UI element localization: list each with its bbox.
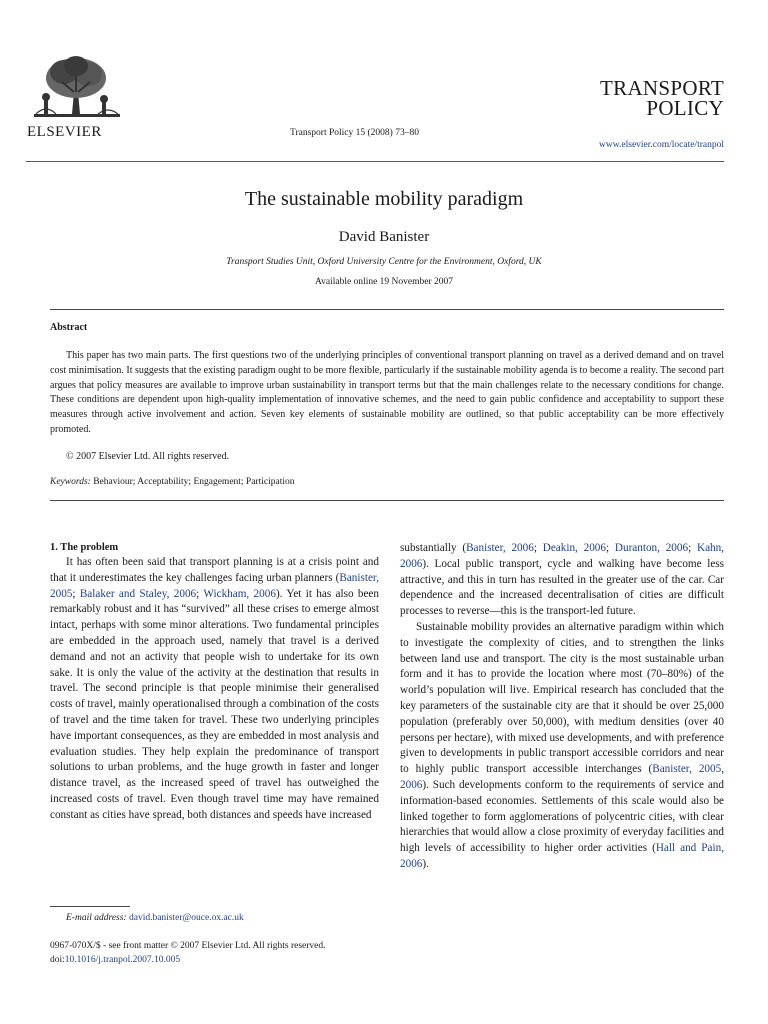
keywords-label: Keywords:: [50, 477, 91, 487]
text-run: ;: [72, 587, 80, 600]
abstract-heading: Abstract: [50, 322, 88, 333]
publisher-name: ELSEVIER: [27, 124, 102, 140]
text-run: Sustainable mobility provides an alternative paradigm within which to investigate the complexity of cities, and to strengthen the links between land use and transport. The city is the most sustainable urban form and it has to provide the location where most (70–80%) of the world’s population will live. Empirical research has concluded that the key parameters of the sustainable city are that it should be over 25,000 population (preferably over 50,000), with medium densities (over 40 persons per hectare), with mixed use developments, and with preference given to developments in public transport accessible corridors and near to highly public transport accessible interchanges (: [400, 620, 724, 776]
section-heading: 1. The problem: [50, 542, 119, 553]
reference-link[interactable]: Banister, 2005: [652, 763, 722, 776]
text-run: ). Such developments conform to the requirements of service and information-based economies. Settlements of this scale would also be linked together to form agglomerations of polycentric cities, with clear hierarchies that would allow a close proximity of everyday facilities and high levels of accessibility to higher order activities (: [400, 778, 724, 855]
journal-title-line2: POLICY: [646, 96, 724, 120]
left-column-paragraph: [50, 555, 379, 824]
reference-link[interactable]: Duranton, 2006: [614, 542, 689, 554]
text-run: ,: [721, 763, 724, 776]
reference-link[interactable]: Deakin, 2006: [542, 542, 606, 554]
right-column-paragraph-2: [400, 620, 724, 873]
text-run: substantially (: [400, 542, 467, 554]
email-link[interactable]: david.banister@ouce.ox.ac.uk: [128, 913, 244, 923]
journal-title-line1: TRANSPORT: [600, 76, 724, 100]
doi-line: [50, 955, 180, 965]
abstract-top-divider: [50, 309, 724, 310]
text-run: ;: [533, 542, 543, 554]
text-run: ). Yet it has also been remarkably robust and it has “survived” all these crises to emerge almost intact, perhaps with some minor alterations. Two fundamental principles are embedded in the approach used, namely that travel is a derived demand and not an activity that people wish to undertake for its own sake. It is only the value of the activity at the destination that results in travel. The second principle is that people minimise their generalised costs of travel, mainly operationalised through a combination of the costs of travel and the time taken for travel. These two underlying principles have important consequences, as they are embedded in most analysis and evaluation studies. They help explain the predominance of transport solutions to urban problems, and the huge growth in faster and longer distance travel, as the increased speed of travel has outweighed the increased costs of travel. Even though travel time may have remained constant as cities have spread, both distances and speeds have increased: [50, 587, 379, 821]
reference-link[interactable]: Balaker and Staley, 2006: [79, 587, 197, 600]
journal-citation: Transport Policy 15 (2008) 73–80: [290, 128, 419, 138]
keywords-text: Behaviour; Acceptability; Engagement; Participation: [93, 477, 295, 487]
reference-link[interactable]: Kahn, 2006: [400, 542, 725, 570]
article-author: David Banister: [338, 229, 430, 245]
available-online-date: Available online 19 November 2007: [314, 277, 454, 287]
reference-link[interactable]: Banister, 2005: [50, 571, 379, 600]
doi-link[interactable]: 10.1016/j.tranpol.2007.10.005: [64, 955, 181, 965]
journal-url-link[interactable]: www.elsevier.com/locate/tranpol: [599, 140, 724, 150]
abstract-text: This paper has two main parts. The first questions two of the underlying principles of conventional transport planning on travel as a derived demand and on travel cost minimisation. It suggests that the existing paradigm ought to be more flexible, particularly if the sustainable mobility agenda is to become a reality. The second part argues that policy measures are available to improve urban sustainability in transport terms but that the main challenges relate to the necessary conditions for change. These conditions are dependent upon high-quality implementation of innovative schemes, and the need to gain public confidence and acceptability to support these measures through active involvement and action. Seven key elements of sustainable mobility are outlined, so that public acceptability can be more effectively promoted.: [50, 350, 724, 435]
doi-label: doi:: [50, 955, 65, 965]
abstract-copyright: © 2007 Elsevier Ltd. All rights reserved.: [66, 451, 230, 462]
keywords: [50, 477, 294, 487]
author-email: [66, 913, 244, 923]
text-run: ).: [422, 857, 429, 870]
article-title: The sustainable mobility paradigm: [244, 188, 524, 210]
reference-link[interactable]: 2006: [400, 778, 423, 791]
text-run: ;: [688, 542, 697, 554]
right-column-paragraph-1: [400, 541, 724, 620]
journal-title: [560, 78, 724, 118]
text-run: ;: [606, 542, 615, 554]
text-run: It has often been said that transport planning is at a crisis point and that it underestimates the key challenges facing urban planners (: [50, 556, 379, 584]
issn-line: 0967-070X/$ - see front matter © 2007 Elsevier Ltd. All rights reserved.: [50, 941, 326, 951]
email-label: E-mail address:: [66, 913, 127, 923]
right-column: [400, 541, 724, 873]
text-run: ). Local public transport, cycle and walking have become less attractive, and this in turn has resulted in the greater use of the car. Car dependence and the increased decentralisation of cities are difficult processes to reverse—this is the transport-led future.: [400, 557, 724, 618]
footnote-divider: [50, 906, 130, 907]
reference-link[interactable]: Banister, 2006: [466, 542, 534, 554]
header-divider: [26, 161, 724, 162]
reference-link[interactable]: Wickham, 2006: [203, 587, 276, 600]
abstract-bottom-divider: [50, 500, 724, 501]
author-affiliation: Transport Studies Unit, Oxford University Centre for the Environment, Oxford, UK: [226, 257, 542, 267]
reference-link[interactable]: Hall and Pain, 2006: [400, 842, 724, 870]
text-run: ;: [196, 587, 204, 600]
